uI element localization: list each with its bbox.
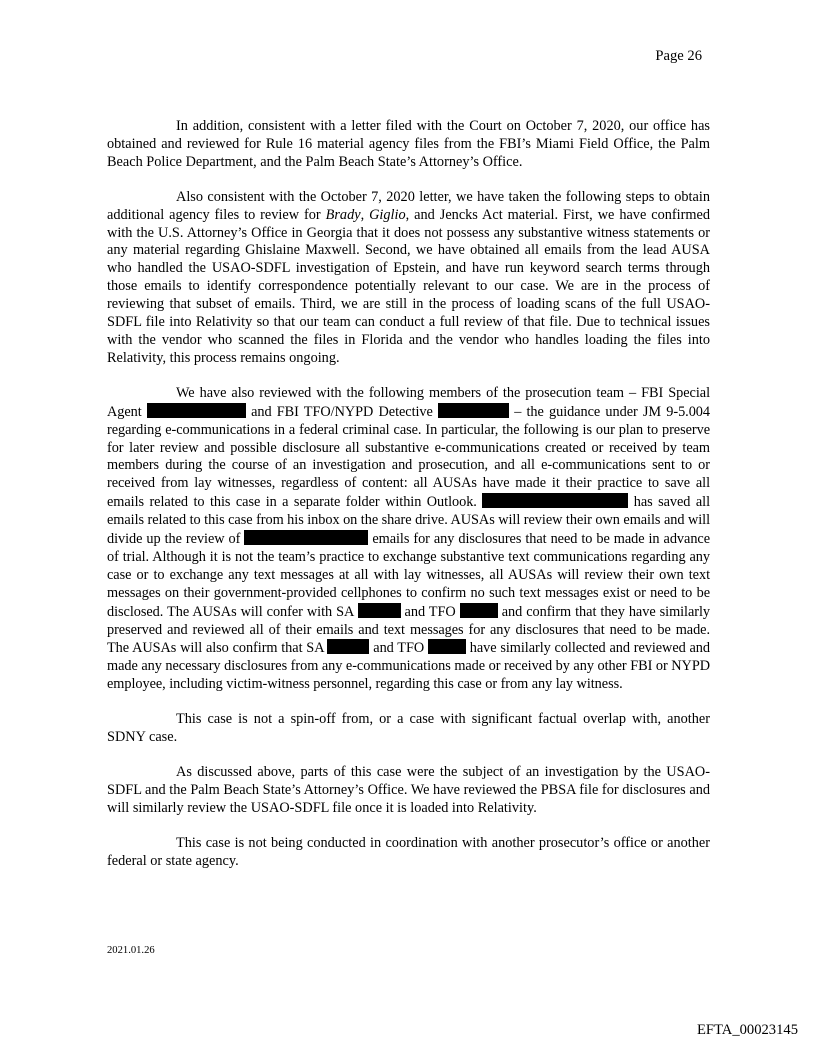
paragraph-e-communications	[107, 385, 710, 694]
paragraph-spin-off: This case is not a spin-off from, or a case with significant factual overlap with, another SDNY case.	[107, 711, 710, 746]
paragraph-text: has saved all emails related to this case from his inbox on the share drive. AUSAs will review their own emails and will divide up the review of	[107, 494, 710, 548]
redaction-box	[482, 493, 628, 508]
paragraph-text: , and Jencks Act material. First, we have confirmed with the U.S. Attorney’s Office in Georgia that it does not possess any substantive witness statements or any material regarding Ghislaine Maxwell. Second, we have obtained all emails from the lead AUSA who handled the USAO-SDFL investigation of Epstein, and have run keyword search terms through those emails to identify correspondence potentially relevant to our case. We are in the process of reviewing that subset of emails. Third, we are still in the process of loading scans of the full USAO-SDFL file into Relativity so that our team can conduct a full review of that file. Due to technical issues with the vendor who scanned the files in Florida and the vendor who handles loading the files into Relativity, this process remains ongoing.	[107, 206, 710, 366]
redaction-box	[358, 603, 401, 618]
redaction-box	[327, 639, 369, 654]
redaction-box	[244, 530, 368, 545]
redaction-box	[438, 403, 509, 418]
footer-date: 2021.01.26	[107, 945, 155, 956]
paragraph-text: – the guidance under JM 9-5.004 regarding e-communications in a federal criminal case. In particular, the following is our plan to preserve for later review and possible disclosure all substantive e-communications created or received by team members during the course of an investigation and prosecution, and all e-communications sent to or received from lay witnesses, regardless of content: all AUSAs have made it their practice to save all emails related to this case in a separate folder within Outlook.	[107, 403, 710, 511]
page-number: Page 26	[655, 48, 702, 64]
redaction-box	[428, 639, 466, 654]
paragraph-additional-files	[107, 189, 710, 368]
paragraph-text: and TFO	[400, 603, 460, 620]
letter-body	[107, 118, 710, 888]
redaction-box	[147, 403, 246, 418]
paragraph-text: have similarly collected and reviewed and made any necessary disclosures from any e-communications made or received by any other FBI or NYPD employee, including victim-witness personnel, regarding this case or from any lay witness.	[107, 640, 711, 693]
paragraph-text: and FBI TFO/NYPD Detective	[245, 403, 439, 420]
document-id: EFTA_00023145	[697, 1022, 798, 1038]
redaction-box	[460, 603, 498, 618]
paragraph-text: Also consistent with the October 7, 2020 letter, we have taken the following steps to obtain additional agency files to review for	[107, 188, 710, 223]
paragraph-text: emails for any disclosures that need to be made in advance of trial. Although it is not the team’s practice to exchange substantive text communications regarding any case or to exchange any text messages at all with lay witnesses, all AUSAs will review their own text messages on their government-provided cellphones to confirm no such text messages exist or need to be disclosed. The AUSAs will confer with SA	[107, 531, 711, 620]
paragraph-coordination: This case is not being conducted in coordination with another prosecutor’s office or another federal or state agency.	[107, 834, 710, 869]
paragraph-text: ,	[360, 206, 370, 223]
giglio-term: Giglio	[369, 206, 406, 223]
paragraph-text: and confirm that they have similarly preserved and reviewed all of their emails and text messages for any disclosures that need to be made. The AUSAs will also confirm that SA	[107, 603, 711, 657]
paragraph-prior-investigation: As discussed above, parts of this case were the subject of an investigation by the USAO-SDFL and the Palm Beach State’s Attorney’s Office. We have reviewed the PBSA file for disclosures and will similarly review the USAO-SDFL file once it is loaded into Relativity.	[107, 764, 710, 816]
paragraph-agency-files: In addition, consistent with a letter filed with the Court on October 7, 2020, our office has obtained and reviewed for Rule 16 material agency files from the FBI’s Miami Field Office, the Palm Beach Police Department, and the Palm Beach State’s Attorney’s Office.	[107, 118, 710, 170]
paragraph-text: and TFO	[369, 640, 428, 657]
paragraph-text: We have also reviewed with the following members of the prosecution team – FBI Special Agent	[107, 384, 710, 420]
brady-term: Brady	[325, 206, 361, 223]
